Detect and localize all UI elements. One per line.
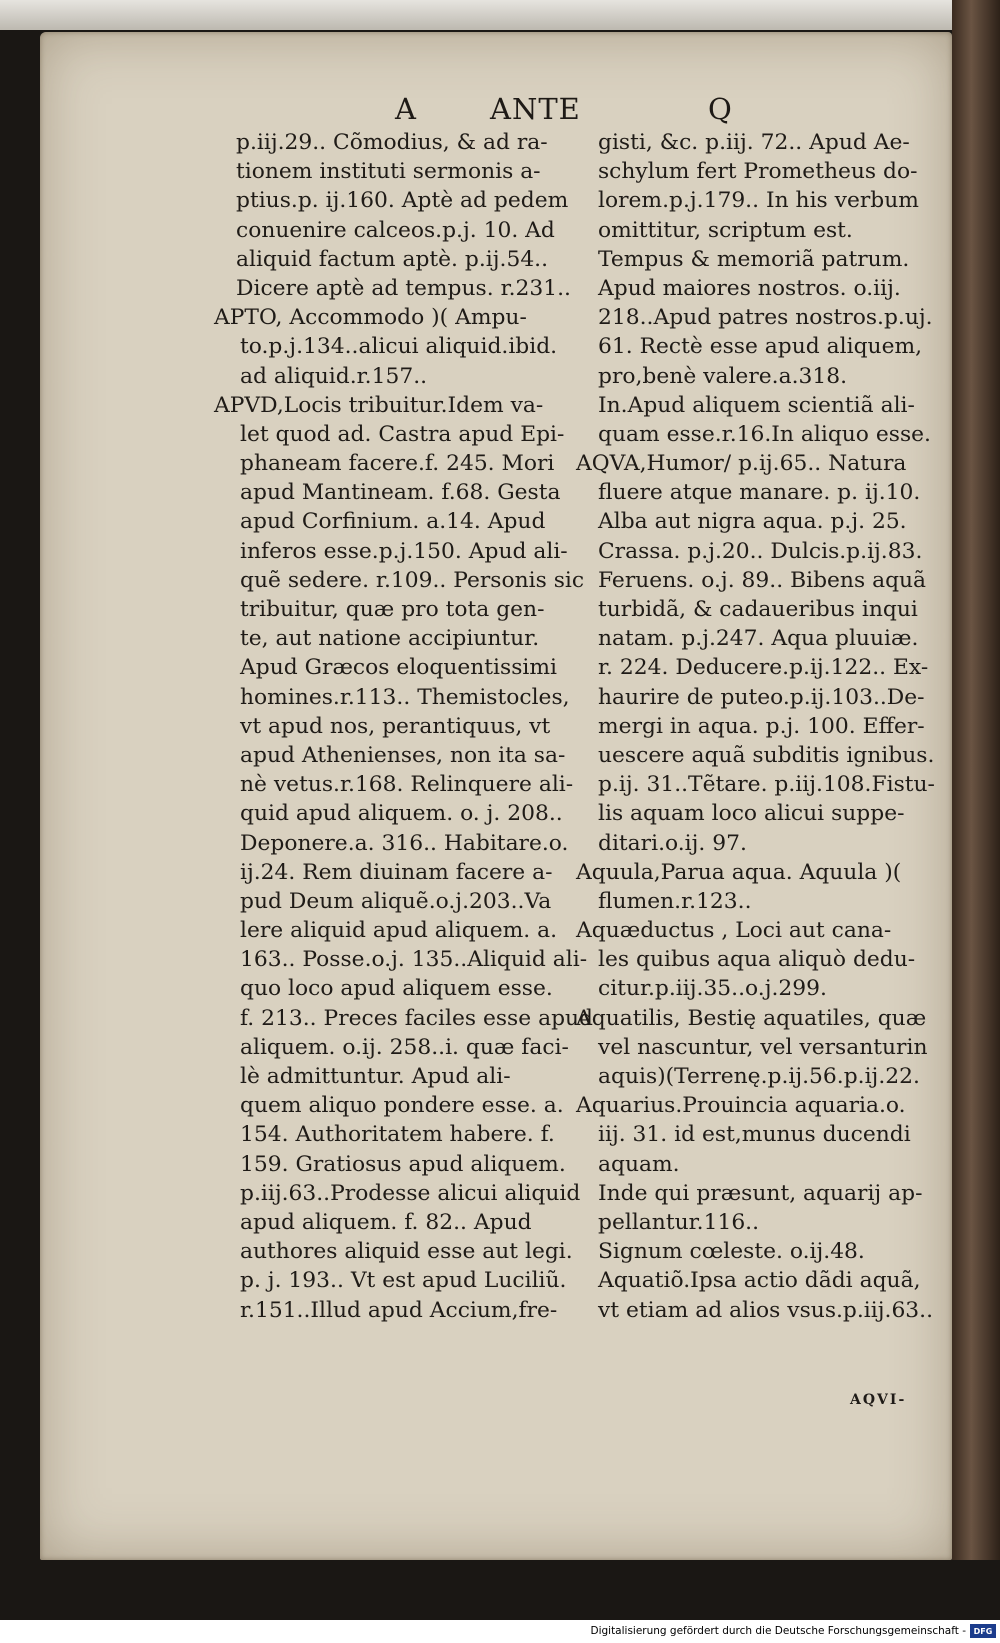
text-line: Crassa. p.j.20.. Dulcis.p.ij.83.	[598, 538, 923, 564]
text-line: iij. 31. id est,munus ducendi	[598, 1122, 911, 1148]
text-line: r. 224. Deducere.p.ij.122.. Ex-	[598, 655, 929, 681]
text-line: gisti, &c. p.iij. 72.. Apud Ae-	[598, 130, 910, 155]
text-line: Apud maiores nostros. o.iij.	[598, 275, 901, 301]
text-line: citur.p.iij.35..o.j.299.	[598, 976, 827, 1002]
text-line: omittitur, scriptum est.	[598, 217, 853, 243]
text-line: 159. Gratiosus apud aliquem.	[240, 1151, 566, 1177]
text-line: te, aut natione accipiuntur.	[240, 626, 540, 652]
text-line: Deponere.a. 316.. Habitare.o.	[240, 830, 569, 856]
entry-heading-line: Aquatilis, Bestię aquatiles, quæ	[576, 1005, 927, 1031]
left-column	[214, 128, 594, 1325]
text-line: 218..Apud patres nostros.p.uj.	[598, 305, 933, 331]
text-line: ptius.p. ij.160. Aptè ad pedem	[236, 188, 569, 214]
text-line: 163.. Posse.o.j. 135..Aliquid ali-	[240, 947, 588, 973]
text-line: p.iij.29.. Cõmodius, & ad ra-	[236, 130, 548, 155]
entry-heading-line: APTO, Accommodo )( Ampu-	[214, 305, 527, 331]
text-line: r.151..Illud apud Accium,fre-	[240, 1297, 558, 1323]
entry-heading-line: APVD,Locis tribuitur.Idem va-	[214, 392, 544, 418]
text-line: apud Athenienses, non ita sa-	[240, 742, 566, 768]
header-left-letter: A	[395, 92, 417, 126]
text-line: vel nascuntur, vel versanturin	[598, 1034, 928, 1060]
right-column	[576, 128, 936, 1325]
text-line: quem aliquo pondere esse. a.	[240, 1093, 564, 1119]
text-line: inferos esse.p.j.150. Apud ali-	[240, 538, 568, 564]
text-line: apud Mantineam. f.68. Gesta	[240, 480, 561, 506]
text-line: 154. Authoritatem habere. f.	[240, 1122, 555, 1148]
text-line: ditari.o.ij. 97.	[598, 830, 747, 856]
text-line: uescere aquã subditis ignibus.	[598, 742, 935, 768]
text-line: turbidã, & cadaueribus inqui	[598, 597, 918, 622]
text-line: quam esse.r.16.In aliquo esse.	[598, 421, 931, 447]
running-header	[40, 92, 952, 132]
header-right-letter: Q	[708, 92, 733, 126]
text-line: to.p.j.134..alicui aliquid.ibid.	[240, 334, 558, 360]
text-line: mergi in aqua. p.j. 100. Effer-	[598, 713, 925, 739]
text-line: apud Corfinium. a.14. Apud	[240, 509, 546, 535]
text-line: flumen.r.123..	[598, 888, 752, 914]
dfg-logo: DFG	[970, 1624, 996, 1638]
text-line: haurire de puteo.p.ij.103..De-	[598, 684, 925, 710]
text-line: pud Deum aliquẽ.o.j.203..Va	[240, 888, 552, 914]
entry-heading-line: Aquæductus , Loci aut cana-	[576, 918, 892, 944]
text-line: Alba aut nigra aqua. p.j. 25.	[598, 509, 907, 535]
text-line: vt apud nos, perantiquus, vt	[240, 713, 551, 739]
text-line: lis aquam loco alicui suppe-	[598, 801, 905, 827]
text-line: fluere atque manare. p. ij.10.	[598, 480, 921, 506]
text-line: tribuitur, quæ pro tota gen-	[240, 597, 545, 622]
text-line: Signum cœleste. o.ij.48.	[598, 1239, 865, 1265]
text-line: schylum fert Prometheus do-	[598, 159, 918, 185]
digitization-footer	[0, 1620, 1000, 1643]
text-line: ad aliquid.r.157..	[240, 363, 428, 389]
text-line: homines.r.113.. Themistocles,	[240, 684, 570, 710]
text-line: Inde qui præsunt, aquarij ap-	[598, 1180, 923, 1206]
text-line: apud aliquem. f. 82.. Apud	[240, 1209, 532, 1235]
text-line: quo loco apud aliquem esse.	[240, 976, 553, 1002]
text-line: pro,benè valere.a.318.	[598, 363, 848, 389]
text-line: 61. Rectè esse apud aliquem,	[598, 334, 923, 360]
text-line: let quod ad. Castra apud Epi-	[240, 421, 565, 447]
text-line: natam. p.j.247. Aqua pluuiæ.	[598, 626, 919, 652]
text-line: quid apud aliquem. o. j. 208..	[240, 801, 563, 827]
text-line: Aquatiõ.Ipsa actio dãdi aquã,	[598, 1268, 921, 1294]
text-line: tionem instituti sermonis a-	[236, 159, 541, 185]
text-line: conuenire calceos.p.j. 10. Ad	[236, 217, 555, 243]
book-spine	[952, 0, 1000, 1560]
entry-heading-line: Aquula,Parua aqua. Aquula )(	[576, 859, 902, 885]
text-line: Tempus & memoriã patrum.	[598, 246, 910, 272]
text-line: phaneam facere.f. 245. Mori	[240, 451, 555, 477]
text-line: lere aliquid apud aliquem. a.	[240, 918, 558, 944]
text-line: In.Apud aliquem scientiã ali-	[598, 392, 915, 418]
text-line: ij.24. Rem diuinam facere a-	[240, 859, 553, 885]
text-line: aliquid factum aptè. p.ij.54..	[236, 246, 549, 272]
text-line: nè vetus.r.168. Relinquere ali-	[240, 772, 574, 798]
text-line: p.ij. 31..Tẽtare. p.iij.108.Fistu-	[598, 772, 935, 798]
book-page	[40, 32, 952, 1560]
funding-notice: Digitalisierung gefördert durch die Deutsche Forschungsgemeinschaft -	[590, 1625, 966, 1637]
text-line: lorem.p.j.179.. In his verbum	[598, 188, 919, 214]
catchword: AQVI-	[850, 1392, 907, 1408]
text-line: vt etiam ad alios vsus.p.iij.63..	[598, 1297, 934, 1323]
text-line: lè admittuntur. Apud ali-	[240, 1064, 511, 1089]
text-line: authores aliquid esse aut legi.	[240, 1239, 573, 1265]
text-line: p. j. 193.. Vt est apud Luciliũ.	[240, 1268, 567, 1294]
header-center-word: ANTE	[490, 92, 581, 126]
text-line: aquis)(Terrenę.p.ij.56.p.ij.22.	[598, 1064, 920, 1089]
text-line: f. 213.. Preces faciles esse apud	[240, 1005, 594, 1031]
text-line: aliquem. o.ij. 258..i. quæ faci-	[240, 1034, 569, 1060]
scan-background-top	[0, 0, 1000, 30]
text-line: quẽ sedere. r.109.. Personis sic	[240, 567, 585, 593]
text-line: p.iij.63..Prodesse alicui aliquid	[240, 1180, 581, 1206]
entry-heading-line: AQVA,Humor/ p.ij.65.. Natura	[576, 451, 907, 477]
text-line: Feruens. o.j. 89.. Bibens aquã	[598, 567, 927, 593]
text-line: aquam.	[598, 1151, 680, 1177]
text-line: pellantur.116..	[598, 1209, 760, 1235]
text-line: Dicere aptè ad tempus. r.231..	[236, 275, 571, 301]
entry-heading-line: Aquarius.Prouincia aquaria.o.	[576, 1093, 906, 1119]
text-line: les quibus aqua aliquò dedu-	[598, 947, 916, 973]
text-line: Apud Græcos eloquentissimi	[240, 655, 558, 681]
